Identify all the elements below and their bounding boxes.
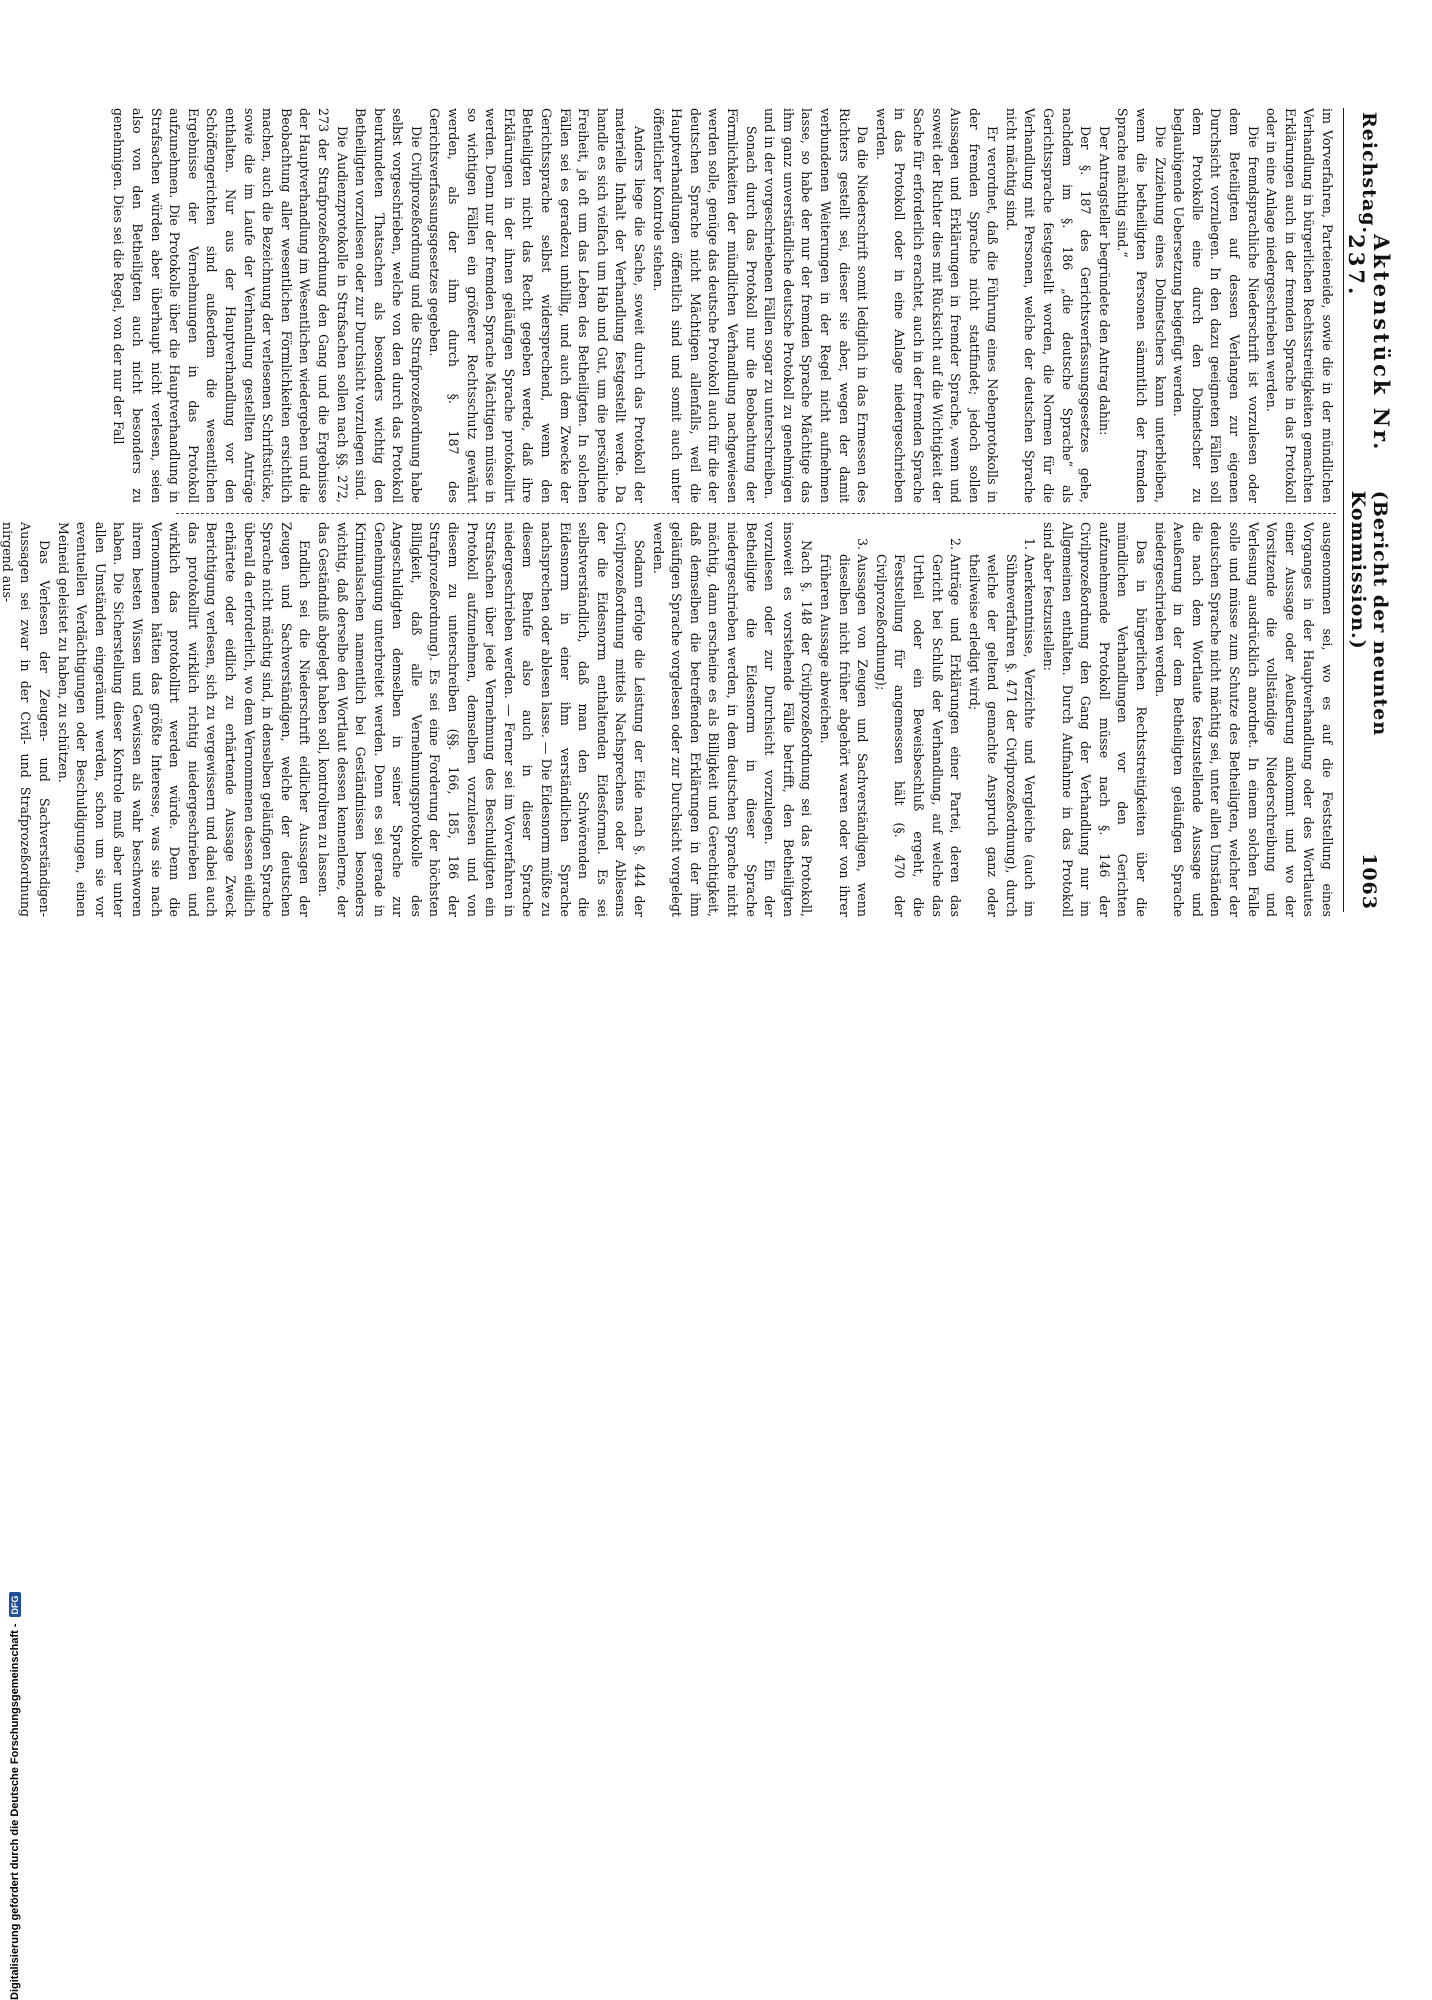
page-header — [1346, 112, 1392, 910]
left-paragraph: Die Zuziehung eines Dolmetschers kann unterbleiben, wenn die betheiligten Personen sämmtlich der fremden Sprache mächtig sind.“ — [1115, 108, 1168, 503]
left-paragraph: Er verordnet, daß die Führung eines Nebenprotokolls in der fremden Sprache nicht stattfindet; jedoch sollen Aussagen und Erklärungen in fremder Sprache, wenn und soweit der Richter dies mit Rücksicht auf die Wichtigkeit der Sache für erforderlich erachtet, auch in der fremden Sprache in das Protokoll oder in eine Anlage niedergeschrieben werden. — [873, 108, 1001, 503]
right-column — [0, 522, 1336, 917]
left-column — [111, 108, 1336, 503]
stamp-text: Digitalisierung gefördert durch die Deutsche Forschungsgemeinschaft - — [9, 1623, 21, 2000]
left-paragraph: Die fremdsprachliche Niederschrift ist vorzulesen oder dem Beteiligten auf dessen Verlangen zur eigenen Durchsicht vorzulegen. In den dazu geeigneten Fällen soll dem Protokolle eine durch den Dolmetscher zu beglaubigende Uebersetzung beigefügt werden. — [1171, 108, 1261, 503]
header-rule — [1343, 108, 1344, 912]
right-paragraph: Das Verlesen der Zeugen- und Sachverständigen-Aussagen sei zwar in der Civil- und Strafprozeßordnung nirgend aus- — [0, 522, 53, 917]
list-item: 2. Anträge und Erklärungen einer Partei, deren das Gericht bei Schluß der Verhandlung, auf welche das Urtheil oder ein Beweisbeschluß ergeht, die Feststellung für angemessen hält (§. 470 der Civilprozeßordnung); — [871, 554, 964, 917]
page-number: 1063 — [1358, 853, 1380, 910]
left-paragraph: Die Civilprozeßordnung und die Strafprozeßordnung habe selbst vorgeschrieben, welche von den durch das Protokoll beurkundeten Thatsachen als besonders wichtig den Betheiligten vorzulesen oder zur Durchsicht vorzulegen sind. — [353, 108, 424, 503]
header-right: (Bericht der neunten Kommission.) — [1347, 490, 1391, 737]
left-paragraph: Der §. 187 des Gerichtsverfassungsgesetzes gehe, nachdem im §. 186 „die deutsche Sprache“ als Gerichtssprache festgestellt worden, die Normen für die Verhandlung mit Personen, welche der deutschen Sprache nicht mächtig sind. — [1003, 108, 1094, 503]
header-center: Aktenstück Nr. 237. — [1344, 234, 1394, 453]
dfg-logo: DFG — [9, 1592, 21, 1617]
numbered-list — [815, 522, 1038, 917]
list-item: 1. Anerkenntnisse, Verzichte und Vergleiche (auch im Sühneverfahren §. 471 der Civilprozeßordnung), durch welche der geltend gemachte Anspruch ganz oder theilweise erledigt wird; — [964, 554, 1038, 917]
left-paragraph: Anders liege die Sache, soweit durch das Protokoll der materielle Inhalt der Verhandlung festgestellt werde. Da handle es sich vielfach um Hab und Gut, um die persönliche Freiheit, ja oft um das Leben des Betheiligten. In solchen Fällen sei es geradezu unbillig, und auch dem Zwecke der Gerichtssprache selbst widersprechend, wenn den Betheiligten nicht das Recht gegeben werde, daß ihre Erklärungen in der ihnen geläufigen Sprache protokollirt werden. Denn nur der fremden Sprache Mächtigen müsse in so wichtigen Fällen ein größerer Rechtsschutz gewährt werden, als der ihm durch §. 187 des Gerichtsverfassungsgesetzes gegeben. — [427, 108, 648, 503]
right-paragraph: ausgenommen sei, wo es auf die Feststellung eines Vorganges in der Hauptverhandlung oder des Wortlautes einer Aussage oder Aeußerung ankommt und wo der Vorsitzende die vollständige Niederschreibung und Verlesung ausdrücklich anordnet. In einem solchen Falle solle und müsse zum Schutze des Betheiligten, welcher der deutschen Sprache nicht mächtig sei, unter allen Umständen die nach dem Wortlaute festzustellende Aussage und Aeußerung in der dem Betheiligten geläufigen Sprache niedergeschrieben werden. — [1152, 522, 1335, 917]
left-paragraph: Der Antragsteller begründete den Antrag dahin: — [1096, 126, 1112, 436]
right-paragraph: Das in bürgerlichen Rechtsstreitigkeiten über die mündlichen Verhandlungen vor den Gerichten aufzunehmende Protokoll müsse nach §. 146 der Civilprozeßordnung den Gang der Verhandlung nur im Allgemeinen enthalten. Durch Aufnahme in das Protokoll sind aber festzustellen: — [1041, 522, 1150, 917]
list-item: 3. Aussagen von Zeugen und Sachverständigen, wenn dieselben nicht früher abgehört waren oder von ihrer früheren Aussage abweichen. — [815, 554, 871, 917]
left-paragraph: Da die Niederschrift somit lediglich in das Ermessen des Richters gestellt sei, dieser sie aber, wegen der damit verbundenen Weiterungen in der Regel nicht aufnehmen lasse, so habe der nur der fremden Sprache Mächtige das ihm ganz unverständliche deutsche Protokoll zu genehmigen und in der vorgeschriebenen Fällen sogar zu unterschreiben. — [762, 108, 871, 503]
right-paragraph: Endlich sei die Niederschrift eidlicher Aussagen der Zeugen und Sachverständigen, welche der deutschen Sprache nicht mächtig sind, in denselben geläufigen Sprache überall da erforderlich, wo dem Vernommenen dessen eidlich erhärtete oder eidlich zu erhärtende Aussage Zweck Berichtigung verlesen, sich zu vergewissern und dabei auch das protokollirt wirklich richtig niedergeschrieben und wirklich das protokollirt werden würde. Denn die Vernommenen hätten das größte Interesse, was sie nach ihrem besten Wissen und Gewissen als wahr beschworen haben. Die Sicherstellung dieser Kontrole muß aber unter allen Umständen eingeräumt werden, schon um sie vor eventuellen Verdächtigungen oder Beschuldigungen, einen Meineid geleistet zu haben, zu schützen. — [55, 522, 313, 917]
left-paragraph: im Vorverfahren, Parteieneide, sowie die in der mündlichen Verhandlung in bürgerlichen Rechtsstreitigkeiten gemachten Erklärungen auch in der fremden Sprache in das Protokoll oder in eine Anlage niedergeschrieben werden. — [1264, 108, 1335, 503]
right-paragraph: Nach §. 148 der Civilprozeßordnung sei das Protokoll, insoweit es vorstehende Fälle betrifft, den Betheiligten vorzulesen oder zur Durchsicht vorzulegen. Ein der Betheiligte die Eidesnorm in dieser Sprache niedergeschrieben werden, in dem deutschen Sprache nicht mächtig, dann erscheine es als Billigkeit und Gerechtigkeit, daß demselben die betreffenden Erklärungen in der ihm geläufigen Sprache vorgelesen oder zur Durchsicht vorgelegt werden. — [650, 522, 815, 917]
column-divider — [176, 513, 1336, 514]
header-left: Reichstag. — [1358, 112, 1380, 235]
right-paragraph: Sodann erfolge die Leistung der Eide nach §. 444 der Civilprozeßordnung mittels Nachsprechens oder Ablesens der die Eidesnorm enthaltenden Eidesformel. Es sei selbstverständlich, daß man den Schwörenden die Eidesnorm in einer ihm verständlichen Sprache nachsprechen oder ablesen lasse. — Die Eidesnorm müßte zu diesem Behufe also auch in dieser Sprache niedergeschrieben werden. — Ferner sei im Vorverfahren in Strafsachen über jede Vernehmung des Beschuldigten ein Protokoll aufzunehmen, demselben vorzulesen und von diesem zu unterschreiben (§§. 166, 185, 186 der Strafprozeßordnung). Es sei eine Forderung der höchsten Billigkeit, daß alle Vernehmungsprotokolle des Angeschuldigten demselben in seiner Sprache zur Genehmigung unterbreitet werden. Denn es sei gerade in Kriminalsachen namentlich bei Geständnissen besonders wichtig, daß derselbe den Wortlaut dessen kennenlerne, der das Geständniß abgelegt haben soll, kontroliren zu lassen. — [315, 522, 648, 917]
digitization-stamp — [4, 1010, 26, 2000]
left-paragraph: Die Audienzprotokolle in Strafsachen sollen nach §§. 272, 273 der Strafprozeßordnung den Gang und die Ergebnisse der Hauptverhandlung im Wesentlichen wiedergeben und die Beobachtung aller wesentlichen Förmlichkeiten ersichtlich machen, auch die Bezeichnung der verlesenen Schriftstücke, sowie die im Laufe der Verhandlung gestellten Anträge enthalten. Nur aus der Hauptverhandlung vor den Schöffengerichten sind außerdem die wesentlichen Ergebnisse der Vernehmungen in das Protokoll aufzunehmen. Die Protokolle über die Hauptverhandlung in Strafsachen würden aber überhaupt nicht verlesen, seien also von den Betheiligten auch nicht besonders zu genehmigen. Dies sei die Regel, von der nur der Fall — [111, 108, 350, 503]
left-paragraph: Sonach durch das Protokoll nur die Beobachtung der Förmlichkeiten der mündlichen Verhandlung nachgewiesen werden solle, genüge das deutsche Protokoll auch für die der deutschen Sprache nicht Mächtigen allenfalls, weil die Hauptverhandlungen öffentlich sind und somit auch unter öffentlicher Kontrole stehen. — [650, 108, 759, 503]
